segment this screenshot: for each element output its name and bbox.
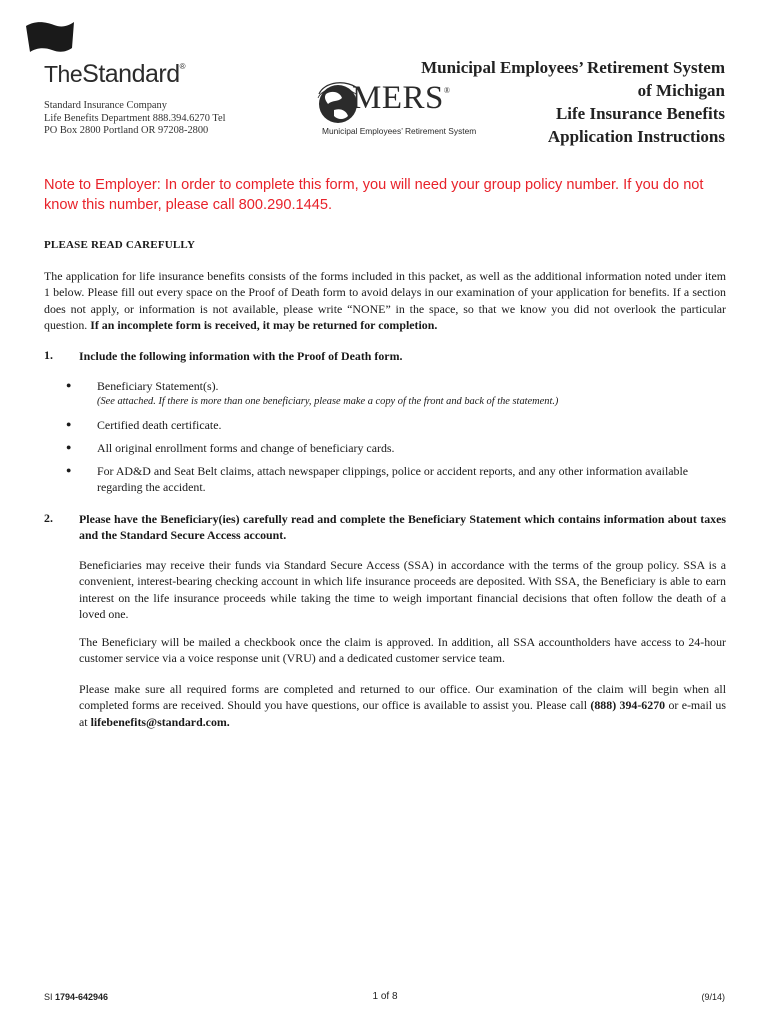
checkbook-paragraph: The Beneficiary will be mailed a checkbook once the claim is approved. In addition, all SSA accountholders have access to 24-hour customer service via a voice response unit (VRU) and a dedicated customer service team.: [79, 635, 726, 666]
bullet-icon: ●: [66, 419, 72, 429]
revision-date: (9/14): [701, 992, 725, 1002]
bullet-icon: ●: [66, 380, 72, 390]
read-carefully-heading: PLEASE READ CAREFULLY: [44, 239, 196, 251]
bullet-enrollment-forms: All original enrollment forms and change of beneficiary cards.: [97, 441, 395, 455]
employer-note: Note to Employer: In order to complete this form, you will need your group policy number. If you do not know this number, please call 800.290.1445.: [44, 177, 704, 213]
bullet-icon: ●: [66, 465, 72, 475]
bullet-beneficiary-statement: Beneficiary Statement(s).: [97, 379, 219, 393]
item-2-heading: Please have the Beneficiary(ies) carefully read and complete the Beneficiary Statement which contains information about taxes and the Standard Secure Access account.: [79, 512, 726, 543]
item-2-number: 2.: [44, 511, 53, 525]
bullet-beneficiary-note: (See attached. If there is more than one beneficiary, please make a copy of the front and back of the statement.): [97, 396, 559, 407]
document-title: Municipal Employees’ Retirement System of Michigan Life Insurance Benefits Application Instructions: [421, 58, 725, 146]
bullet-add-claims: For AD&D and Seat Belt claims, attach newspaper clippings, police or accident reports, and any other information available regarding the accident.: [97, 464, 689, 495]
company-address: PO Box 2800 Portland OR 97208-2800: [44, 125, 209, 137]
ssa-paragraph: Beneficiaries may receive their funds via Standard Secure Access (SSA) in accordance with the terms of the group policy. SSA is a convenient, interest-bearing checking account in which life insurance proceeds are deposited. With SSA, the Beneficiary is able to earn interest on the life insurance proceeds while taking the time to weigh important financial decisions that often follow the death of a loved one.: [79, 558, 726, 622]
form-code: SI 1794-642946: [44, 992, 109, 1002]
page-number: 1 of 8: [372, 991, 398, 1002]
item-1-number: 1.: [44, 348, 53, 362]
mers-subtitle: Municipal Employees’ Retirement System: [322, 126, 477, 136]
email-link[interactable]: lifebenefits@standard.com.: [90, 714, 230, 729]
item-1-heading: Include the following information with the Proof of Death form.: [79, 349, 403, 363]
department-phone: Life Benefits Department 888.394.6270 Tel: [44, 112, 226, 124]
bullet-death-certificate: Certified death certificate.: [97, 418, 222, 432]
company-contact: [44, 100, 225, 138]
company-name: Standard Insurance Company: [44, 100, 167, 111]
phone-number: (888) 394-6270: [590, 698, 666, 713]
mers-logo-text: MERS®: [352, 80, 451, 116]
the-standard-logo: TheStandard®: [44, 60, 186, 88]
intro-paragraph: The application for life insurance benefits consists of the forms included in this packet, as well as the additional information noted under item 1 below. Please fill out every space on the Proof of Death form to avoid delays in our examination of your application for benefits. If a section does not apply, or information is not available, please write “NONE” in the space, so that we know you did not overlook the particular question. If an incomplete form is received, it may be returned for completion.: [44, 269, 726, 333]
contact-paragraph: Please make sure all required forms are completed and returned to our office. Our examination of the claim will begin when all completed forms are received. Should you have questions, our office is available to assist you. Please call (888) 394-6270 or e-mail us at lifebenefits@standard.com.: [79, 682, 726, 729]
the-standard-flag-logo: [24, 18, 76, 58]
bullet-icon: ●: [66, 442, 72, 452]
